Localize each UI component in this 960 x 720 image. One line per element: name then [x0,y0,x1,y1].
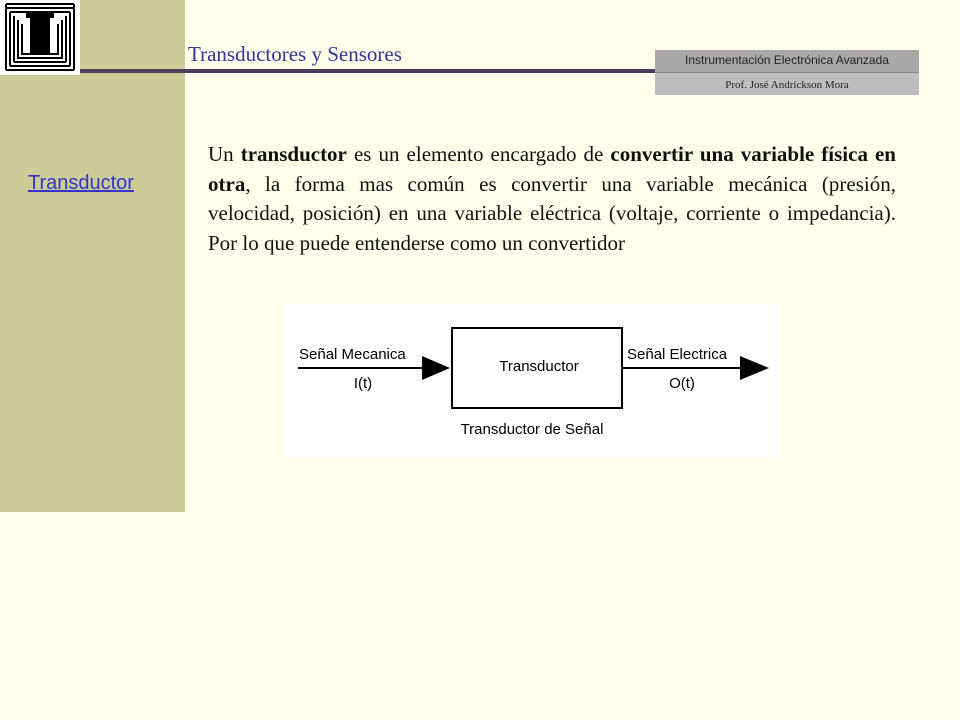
definition-paragraph [208,140,896,258]
output-signal: O(t) [669,375,695,392]
input-arrowhead-icon [422,356,450,380]
paragraph-run: es un elemento encargado de [346,142,611,166]
block-label: Transductor [499,358,579,375]
transducer-diagram [284,304,781,458]
page-title: Transductores y Sensores [188,42,402,66]
input-label: Señal Mecanica [299,346,406,363]
professor-label: Prof. José Andrickson Mora [655,73,919,95]
logo-icon [0,0,80,75]
output-label: Señal Electrica [627,346,728,363]
paragraph-bold-run: transductor [240,142,347,166]
output-arrowhead-icon [740,356,769,380]
diagram-caption: Transductor de Señal [460,421,604,438]
institution-logo [0,0,80,75]
sidebar [0,0,185,512]
input-signal: I(t) [353,375,373,392]
paragraph-run: Un [208,142,241,166]
paragraph-bold-run: convertir una variable física en otra [208,142,896,196]
paragraph-run: , la forma mas común es convertir una variable mecánica (presión, velocidad, posición) en una variable eléctrica (voltaje, corriente o impedancia). Por lo que puede entenderse como un convertidor [208,171,896,255]
sidebar-topic-link[interactable]: Transductor [28,172,134,194]
course-label: Instrumentación Electrónica Avanzada [655,50,919,73]
